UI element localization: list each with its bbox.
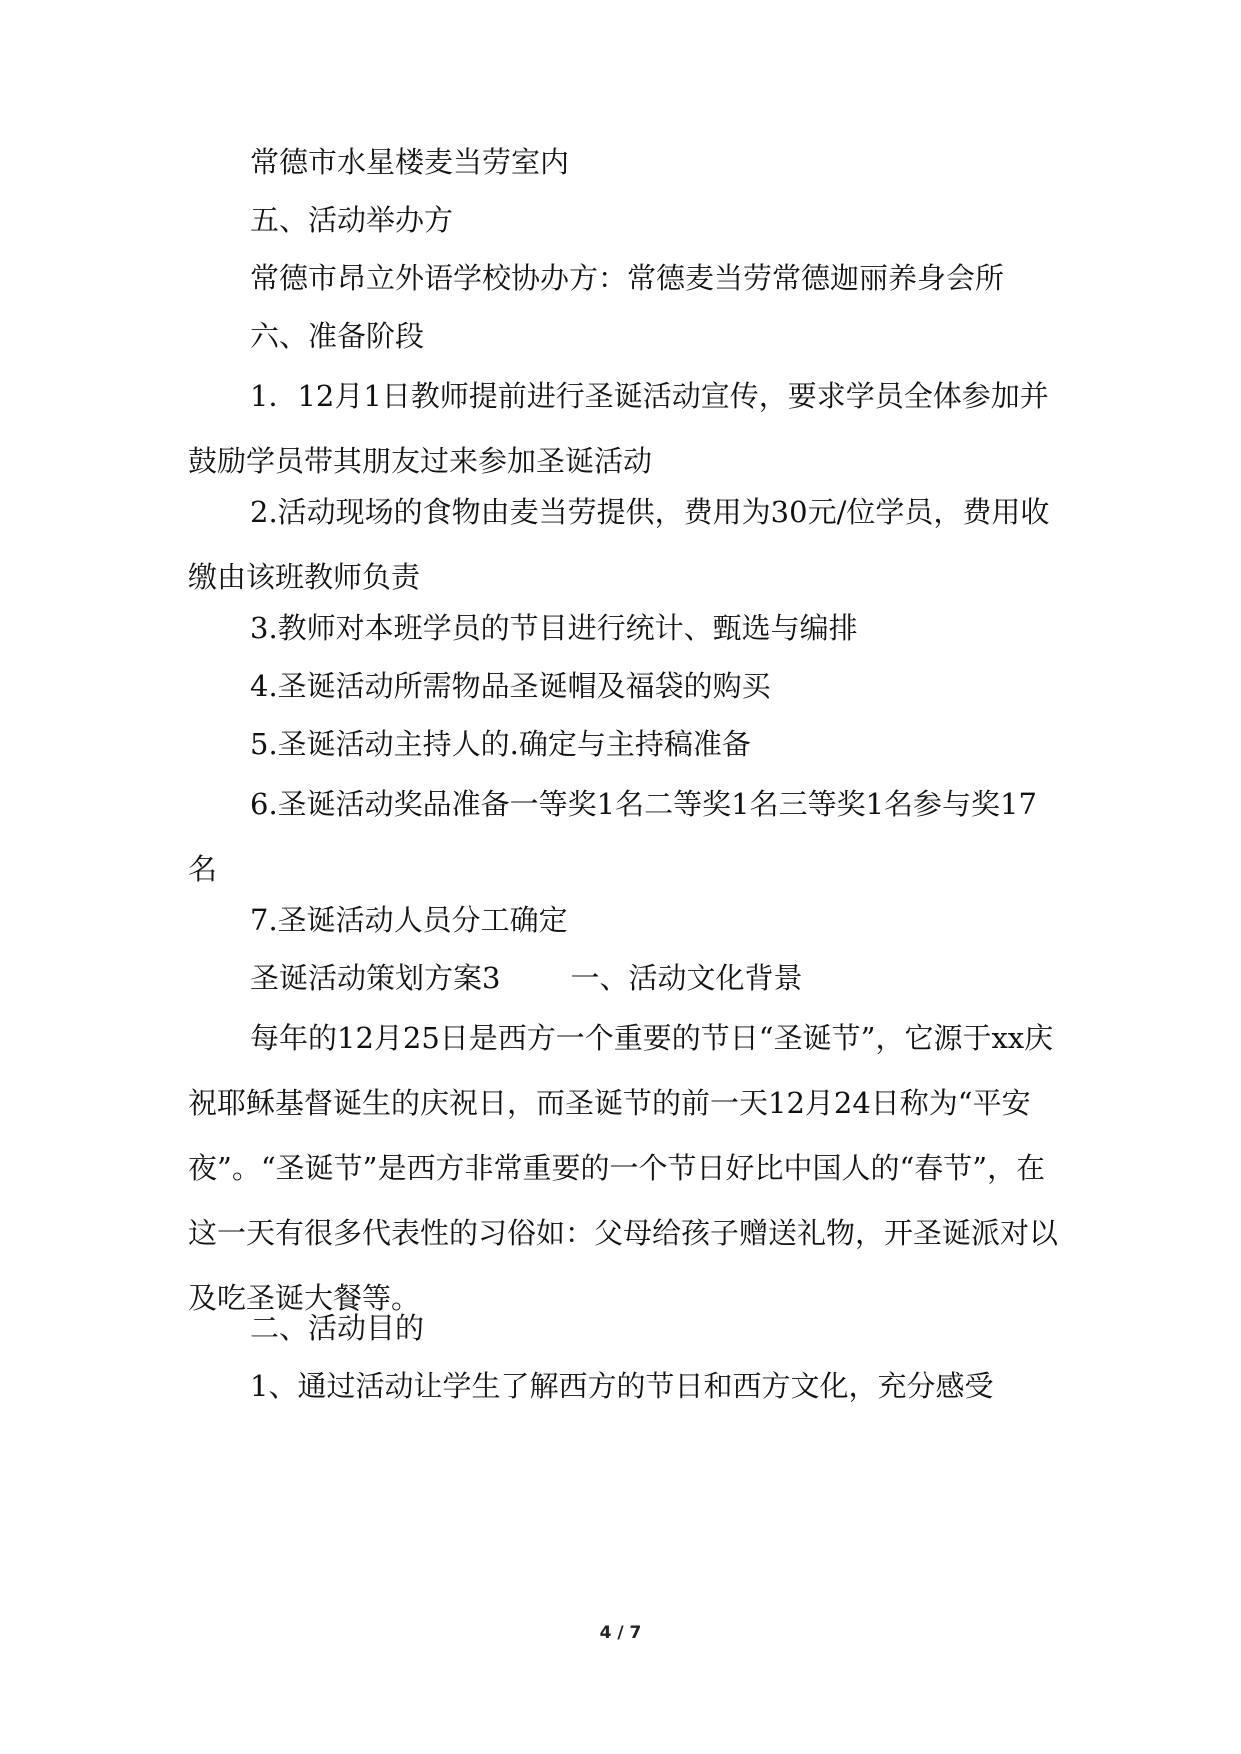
paragraph-organizer: 常德市昂立外语学校协办方：常德麦当劳常德迦丽养身会所 — [250, 261, 1005, 295]
paragraph-purpose-1: 1、通过活动让学生了解西方的节日和西方文化，充分感受 — [250, 1369, 994, 1403]
plan-title: 圣诞活动策划方案3 — [250, 961, 501, 995]
heading-preparation: 六、准备阶段 — [250, 319, 425, 353]
page-indicator: 4 / 7 — [599, 1623, 642, 1643]
heading-purpose: 二、活动目的 — [250, 1311, 425, 1345]
paragraph-venue: 常德市水星楼麦当劳室内 — [250, 145, 570, 179]
paragraph-background: 每年的12月25日是西方一个重要的节日“圣诞节”，它源于xx庆祝耶稣基督诞生的庆祝日，而圣诞节的前一天12月24日称为“平安夜”。“圣诞节”是西方非常重要的一个节日好比中国人的“春节”，在这一天有很多代表性的习俗如：父母给孩子赠送礼物，开圣诞派对以及吃圣诞大餐等。 — [188, 1021, 1059, 1315]
heading-organizer: 五、活动举办方 — [250, 203, 454, 237]
paragraph-prep-4: 4.圣诞活动所需物品圣诞帽及福袋的购买 — [250, 669, 771, 703]
paragraph-prep-2: 2.活动现场的食物由麦当劳提供，费用为30元/位学员，费用收缴由该班教师负责 — [188, 495, 1050, 594]
paragraph-prep-5: 5.圣诞活动主持人的.确定与主持稿准备 — [250, 727, 751, 761]
section-title-line — [250, 946, 1070, 1011]
paragraph-prep-7: 7.圣诞活动人员分工确定 — [250, 903, 568, 937]
heading-background: 一、活动文化背景 — [570, 961, 803, 995]
paragraph-prep-3: 3.教师对本班学员的节目进行统计、甄选与编排 — [250, 611, 858, 645]
paragraph-prep-1: 1．12月1日教师提前进行圣诞活动宣传，要求学员全体参加并鼓励学员带其朋友过来参加圣诞活动 — [188, 379, 1049, 478]
paragraph-prep-6: 6.圣诞活动奖品准备一等奖1名二等奖1名三等奖1名参与奖17名 — [188, 787, 1037, 886]
